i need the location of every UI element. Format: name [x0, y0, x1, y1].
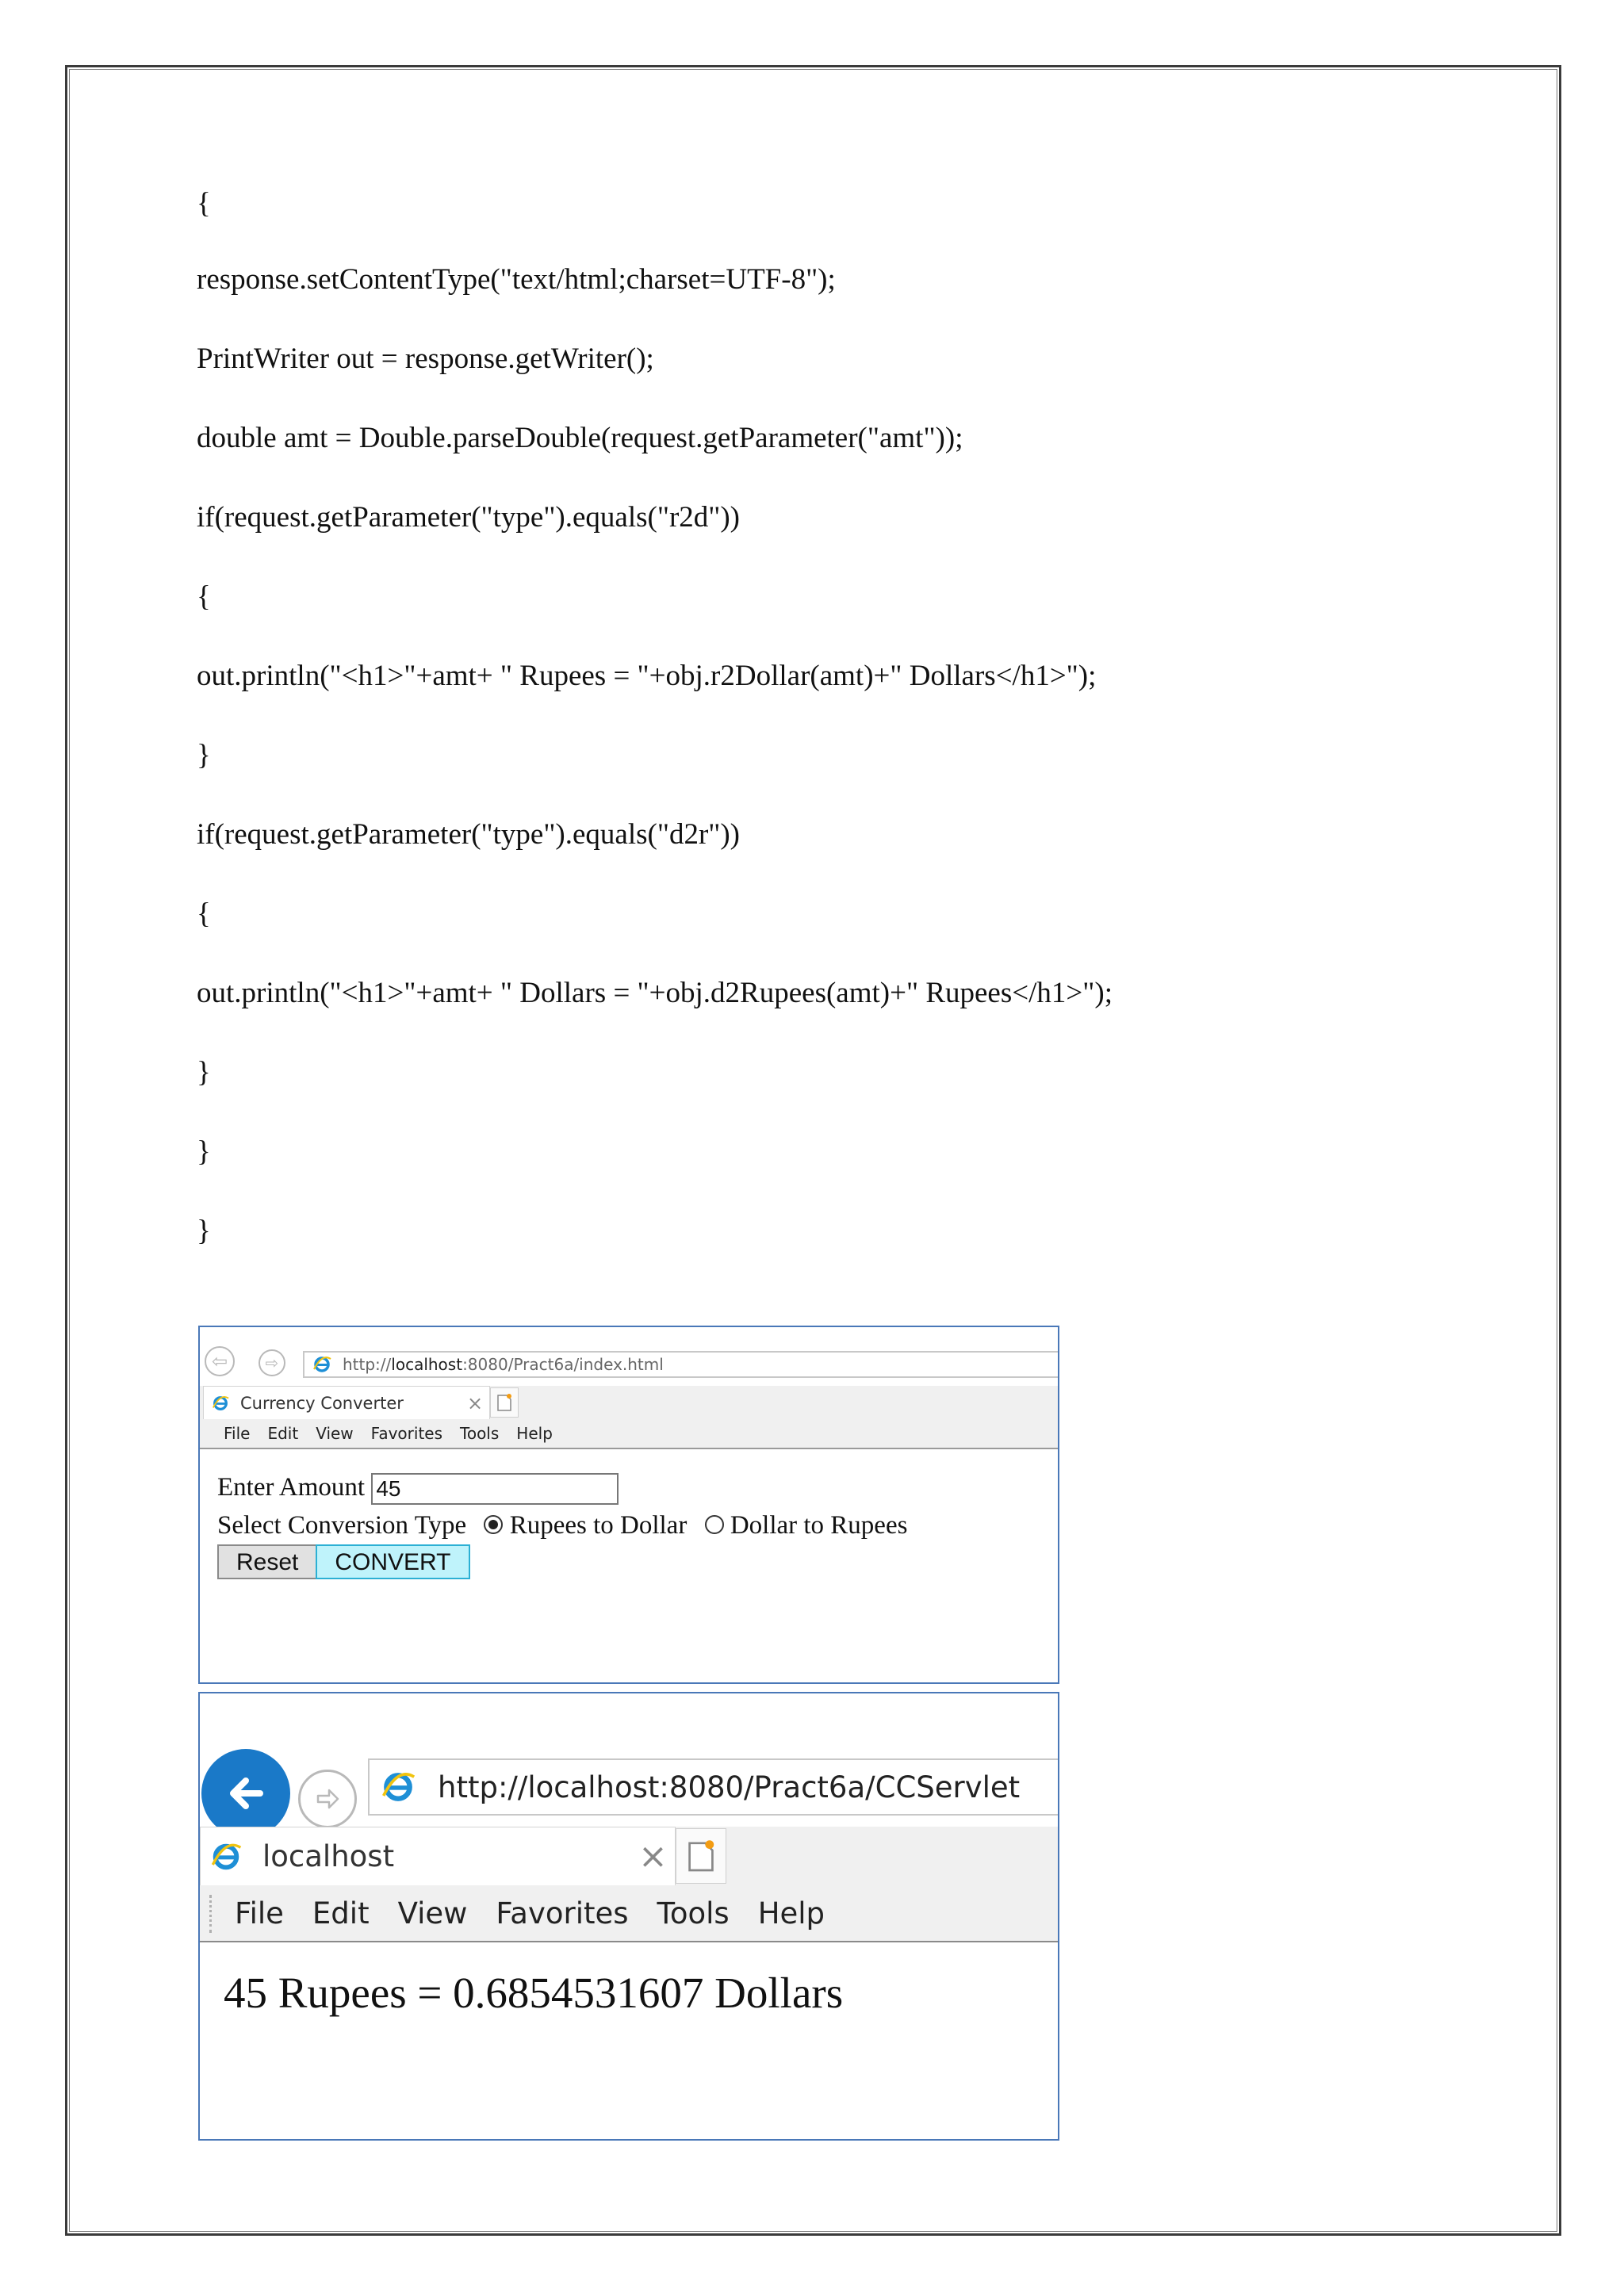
address-bar[interactable] — [303, 1351, 1059, 1378]
radio-rupees-to-dollar-label: Rupees to Dollar — [509, 1511, 688, 1540]
new-tab-icon — [687, 1839, 715, 1873]
amount-label: Enter Amount — [217, 1473, 366, 1502]
tab-title: localhost — [262, 1839, 395, 1873]
close-icon[interactable]: × — [638, 1836, 668, 1877]
code-line: PrintWriter out = response.getWriter(); — [197, 342, 654, 375]
tab-title: Currency Converter — [240, 1393, 404, 1413]
code-line: out.println("<h1>"+amt+ " Dollars = "+obj.d2Rupees(amt)+" Rupees</h1>"); — [197, 977, 1113, 1009]
radio-rupees-to-dollar[interactable] — [484, 1515, 503, 1534]
url-text: http://localhost:8080/Pract6a/CCServlet — [438, 1770, 1021, 1804]
radio-dollar-to-rupees-label: Dollar to Rupees — [730, 1511, 908, 1540]
forward-button[interactable] — [298, 1770, 357, 1828]
menu-edit[interactable]: Edit — [267, 1424, 299, 1443]
url-host: localhost — [391, 1355, 463, 1374]
new-tab-button[interactable] — [676, 1828, 726, 1884]
amount-row — [217, 1468, 907, 1506]
result-heading: 45 Rupees = 0.6854531607 Dollars — [224, 1969, 844, 2017]
menu-help[interactable]: Help — [757, 1896, 825, 1931]
reset-button[interactable]: Reset — [217, 1544, 317, 1579]
browser-window-result — [198, 1692, 1059, 2141]
amount-input[interactable]: 45 — [371, 1473, 619, 1505]
menu-edit[interactable]: Edit — [312, 1896, 370, 1931]
forward-button[interactable] — [259, 1349, 285, 1376]
forward-arrow-icon — [312, 1783, 343, 1815]
radio-dollar-to-rupees[interactable] — [705, 1515, 724, 1534]
ie-icon — [312, 1355, 331, 1374]
button-row — [217, 1544, 907, 1579]
page-content — [217, 1468, 907, 1579]
menu-favorites[interactable]: Favorites — [370, 1424, 443, 1443]
tab-currency-converter[interactable] — [203, 1386, 490, 1419]
code-line: if(request.getParameter("type").equals("d2r")) — [197, 818, 741, 851]
new-tab-button[interactable] — [490, 1387, 519, 1418]
convert-button[interactable]: CONVERT — [316, 1544, 469, 1579]
code-line: response.setContentType("text/html;charset=UTF-8"); — [197, 263, 836, 296]
back-arrow-icon: ⇦ — [211, 1350, 228, 1372]
menu-tools[interactable]: Tools — [460, 1424, 500, 1443]
back-arrow-icon — [222, 1770, 270, 1817]
ie-icon — [381, 1770, 416, 1804]
address-bar-row — [200, 1327, 1058, 1376]
menu-bar — [200, 1885, 1058, 1942]
tab-bar — [200, 1386, 1058, 1419]
conversion-type-label: Select Conversion Type — [217, 1511, 467, 1540]
menu-favorites[interactable]: Favorites — [496, 1896, 629, 1931]
url-prefix: http:// — [343, 1355, 392, 1374]
code-line: { — [197, 897, 211, 930]
code-line: } — [197, 1215, 211, 1247]
code-line: { — [197, 187, 211, 220]
menu-view[interactable]: View — [397, 1896, 468, 1931]
close-icon[interactable]: × — [467, 1391, 484, 1414]
address-bar[interactable] — [368, 1758, 1059, 1816]
ie-icon — [210, 1841, 242, 1873]
menu-help[interactable]: Help — [516, 1424, 553, 1443]
code-line: double amt = Double.parseDouble(request.getParameter("amt")); — [197, 422, 963, 454]
code-line: if(request.getParameter("type").equals("r2d")) — [197, 501, 741, 534]
menu-view[interactable]: View — [316, 1424, 354, 1443]
back-button[interactable] — [205, 1346, 235, 1376]
tab-bar — [200, 1827, 1058, 1885]
menu-file[interactable]: File — [224, 1424, 251, 1443]
code-line: } — [197, 739, 211, 771]
browser-window-form — [198, 1326, 1059, 1684]
conversion-type-row — [217, 1506, 907, 1544]
code-line: } — [197, 1135, 211, 1168]
code-line: { — [197, 580, 211, 613]
code-line: } — [197, 1056, 211, 1089]
url-rest: :8080/Pract6a/index.html — [462, 1355, 664, 1374]
forward-arrow-icon: ⇨ — [265, 1353, 279, 1372]
ie-icon — [212, 1395, 229, 1412]
tab-localhost[interactable] — [200, 1827, 676, 1885]
menu-grip — [209, 1895, 213, 1933]
code-line: out.println("<h1>"+amt+ " Rupees = "+obj.r2Dollar(amt)+" Dollars</h1>"); — [197, 660, 1097, 692]
menu-tools[interactable]: Tools — [657, 1896, 730, 1931]
menu-file[interactable]: File — [235, 1896, 284, 1931]
menu-bar — [200, 1419, 1058, 1449]
back-button[interactable] — [201, 1749, 290, 1838]
new-tab-icon — [496, 1393, 512, 1412]
